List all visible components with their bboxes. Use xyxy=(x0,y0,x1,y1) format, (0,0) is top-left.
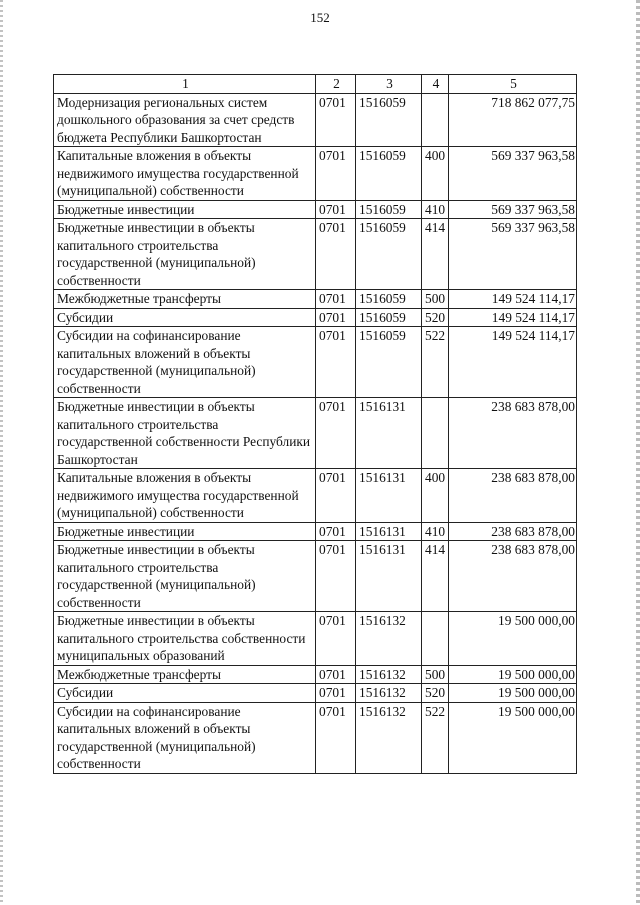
row-amount: 19 500 000,00 xyxy=(449,612,577,666)
row-name: Межбюджетные трансферты xyxy=(54,290,316,309)
row-section-code: 0701 xyxy=(316,469,356,523)
row-target-code: 1516132 xyxy=(356,612,422,666)
scan-edge-right xyxy=(636,0,640,905)
row-name: Бюджетные инвестиции xyxy=(54,200,316,219)
row-target-code: 1516131 xyxy=(356,522,422,541)
table-row xyxy=(54,702,577,773)
table-row xyxy=(54,665,577,684)
table-row xyxy=(54,308,577,327)
row-name: Бюджетные инвестиции в объекты капитального строительства собственности муниципальных образований xyxy=(54,612,316,666)
table-row xyxy=(54,93,577,147)
row-type-code xyxy=(422,398,449,469)
row-type-code: 400 xyxy=(422,147,449,201)
header-cell-target: 3 xyxy=(356,75,422,94)
row-type-code: 520 xyxy=(422,684,449,703)
row-name: Капитальные вложения в объекты недвижимого имущества государственной (муниципальной) собственности xyxy=(54,147,316,201)
row-section-code: 0701 xyxy=(316,290,356,309)
row-type-code: 414 xyxy=(422,219,449,290)
row-name: Субсидии на софинансирование капитальных вложений в объекты государственной (муниципальной) собственности xyxy=(54,702,316,773)
row-target-code: 1516059 xyxy=(356,219,422,290)
row-amount: 19 500 000,00 xyxy=(449,665,577,684)
header-cell-section: 2 xyxy=(316,75,356,94)
row-name: Бюджетные инвестиции в объекты капитального строительства государственной (муниципальной) собственности xyxy=(54,219,316,290)
row-type-code: 500 xyxy=(422,290,449,309)
table-row xyxy=(54,147,577,201)
row-target-code: 1516059 xyxy=(356,327,422,398)
row-amount: 149 524 114,17 xyxy=(449,327,577,398)
row-section-code: 0701 xyxy=(316,684,356,703)
row-amount: 149 524 114,17 xyxy=(449,290,577,309)
row-amount: 569 337 963,58 xyxy=(449,147,577,201)
row-section-code: 0701 xyxy=(316,327,356,398)
row-name: Модернизация региональных систем дошкольного образования за счет средств бюджета Республики Башкортостан xyxy=(54,93,316,147)
table-row xyxy=(54,522,577,541)
row-section-code: 0701 xyxy=(316,398,356,469)
row-type-code: 522 xyxy=(422,702,449,773)
row-target-code: 1516059 xyxy=(356,200,422,219)
table-row xyxy=(54,541,577,612)
row-name: Бюджетные инвестиции в объекты капитального строительства государственной (муниципальной) собственности xyxy=(54,541,316,612)
table-row xyxy=(54,200,577,219)
row-section-code: 0701 xyxy=(316,665,356,684)
row-name: Межбюджетные трансферты xyxy=(54,665,316,684)
row-amount: 238 683 878,00 xyxy=(449,469,577,523)
row-type-code: 410 xyxy=(422,522,449,541)
row-target-code: 1516059 xyxy=(356,93,422,147)
row-target-code: 1516131 xyxy=(356,398,422,469)
row-amount: 238 683 878,00 xyxy=(449,522,577,541)
row-section-code: 0701 xyxy=(316,612,356,666)
row-name: Бюджетные инвестиции xyxy=(54,522,316,541)
row-amount: 149 524 114,17 xyxy=(449,308,577,327)
table-row xyxy=(54,612,577,666)
row-amount: 238 683 878,00 xyxy=(449,398,577,469)
table-row xyxy=(54,327,577,398)
table-row xyxy=(54,469,577,523)
row-section-code: 0701 xyxy=(316,147,356,201)
row-name: Субсидии на софинансирование капитальных вложений в объекты государственной (муниципальной) собственности xyxy=(54,327,316,398)
row-section-code: 0701 xyxy=(316,541,356,612)
row-type-code xyxy=(422,612,449,666)
header-row xyxy=(54,75,577,94)
table-row xyxy=(54,290,577,309)
row-amount: 718 862 077,75 xyxy=(449,93,577,147)
row-type-code: 522 xyxy=(422,327,449,398)
row-amount: 238 683 878,00 xyxy=(449,541,577,612)
row-amount: 19 500 000,00 xyxy=(449,702,577,773)
row-target-code: 1516131 xyxy=(356,469,422,523)
row-type-code: 414 xyxy=(422,541,449,612)
row-section-code: 0701 xyxy=(316,522,356,541)
row-amount: 569 337 963,58 xyxy=(449,219,577,290)
row-amount: 569 337 963,58 xyxy=(449,200,577,219)
row-section-code: 0701 xyxy=(316,219,356,290)
row-name: Субсидии xyxy=(54,308,316,327)
row-target-code: 1516059 xyxy=(356,147,422,201)
page-number: 152 xyxy=(310,10,330,25)
table-row xyxy=(54,398,577,469)
row-target-code: 1516131 xyxy=(356,541,422,612)
row-amount: 19 500 000,00 xyxy=(449,684,577,703)
row-section-code: 0701 xyxy=(316,702,356,773)
row-type-code xyxy=(422,93,449,147)
row-type-code: 520 xyxy=(422,308,449,327)
row-target-code: 1516059 xyxy=(356,290,422,309)
row-type-code: 400 xyxy=(422,469,449,523)
row-section-code: 0701 xyxy=(316,200,356,219)
row-target-code: 1516059 xyxy=(356,308,422,327)
header-cell-amount: 5 xyxy=(449,75,577,94)
scan-edge-left xyxy=(0,0,3,905)
budget-table xyxy=(53,74,577,774)
table-row xyxy=(54,684,577,703)
row-name: Бюджетные инвестиции в объекты капитального строительства государственной собственности Республики Башкортостан xyxy=(54,398,316,469)
table-row xyxy=(54,219,577,290)
header-cell-name: 1 xyxy=(54,75,316,94)
row-section-code: 0701 xyxy=(316,93,356,147)
row-target-code: 1516132 xyxy=(356,684,422,703)
header-cell-type: 4 xyxy=(422,75,449,94)
row-name: Капитальные вложения в объекты недвижимого имущества государственной (муниципальной) собственности xyxy=(54,469,316,523)
row-type-code: 410 xyxy=(422,200,449,219)
row-target-code: 1516132 xyxy=(356,665,422,684)
row-section-code: 0701 xyxy=(316,308,356,327)
row-name: Субсидии xyxy=(54,684,316,703)
row-target-code: 1516132 xyxy=(356,702,422,773)
row-type-code: 500 xyxy=(422,665,449,684)
